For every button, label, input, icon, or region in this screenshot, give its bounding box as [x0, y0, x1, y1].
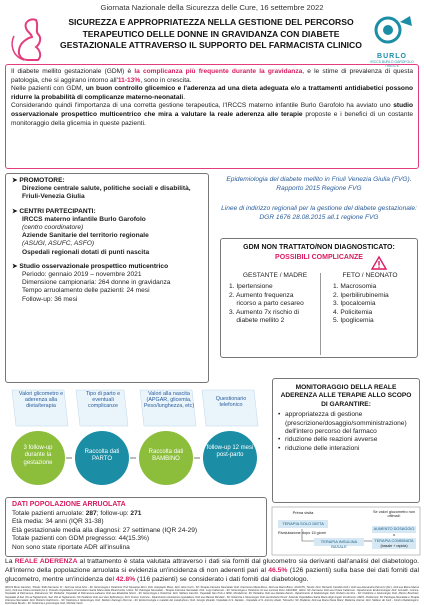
pregnant-woman-logo [6, 16, 56, 62]
flow-node-4-text: follow-up 12 mesi post-parto [206, 445, 254, 459]
burlo-logo-text: BURLO [377, 53, 407, 60]
population-total: Totale pazienti arruolate: 287; follow-up: 271 [12, 509, 142, 517]
list-item: 1. Ipertensione [229, 283, 273, 290]
flow-label-3-text: Valori alla nascita (APGAR, glicemia, Peso/lunghezza, etc) [143, 391, 195, 409]
population-age: Età media: 34 anni (IQR 31-38) [12, 518, 104, 526]
list-item: ricorso a parto cesareo [229, 300, 304, 308]
list-item: • riduzione delle interazioni [278, 445, 414, 453]
diag-stimati: Se valori glucometro non ottimali: [373, 510, 415, 518]
diag-or: o [392, 533, 396, 537]
centro-1: IRCCS materno infantile Burlo Garofolo [22, 215, 146, 223]
monitoring-list [278, 411, 414, 453]
conclusion-text: La REALE ADERENZA al trattamento è stata valutata attraverso i dati sia forniti dal glucometro sia derivanti dall'analisi del diabetologo. All'interno della popolazione arruolata si evidenzia un'incidenza di non aderenti pari al 46.5% (126 pazienti) sulla base dei dati forniti dal glucometro, mentre un'incidenza del 42.8% (116 pazienti) se considerato i dati forniti dal diabetologo. [5, 558, 419, 583]
study-info-box [5, 173, 209, 383]
intro-paragraph-1: Il diabete mellito gestazionale (GDM) è la complicanza più frequente durante la gravidanza, e le stime di prevalenza di questa patologia, che si aggirano intorno all'11-13%, sono in crescita. [11, 68, 413, 84]
gdm-baby-list [333, 283, 415, 326]
centro-2-note: (ASUGI, ASUFC, ASFO) [22, 240, 95, 248]
list-item: diabete mellito 2 [229, 317, 285, 325]
flow-label-4-text: Questionario telefonico [215, 396, 247, 408]
therapy-diagram [272, 507, 420, 555]
studio-periodo: Periodo: gennaio 2019 – novembre 2021 [22, 271, 142, 279]
flow-label-2-text: Tipo di parto e eventuali complicanze [85, 391, 121, 409]
population-adr: Non sono state riportate ADR all'insulina [12, 543, 130, 551]
intro-paragraph-2: Nelle pazienti con GDM, un buon controllo glicemico e l'aderenza ad una dieta adeguata e/o a trattamenti antidiabetici possono ridurre la probabilità di complicanze materno-neonatali. [11, 85, 413, 101]
title-line-3: GESTAZIONALE ATTRAVERSO IL SUPPORTO DEL FARMACISTA CLINICO [60, 40, 362, 50]
flow-node-2-text: Raccolta dati PARTO [84, 449, 120, 463]
reference-1: Epidemiologia del diabete mellito in Friuli Venezia Giulia (FVG). Rapporto 2015 Regione FVG [226, 176, 412, 192]
studio-campione: Dimensione campionaria: 264 donne in gravidanza [22, 279, 171, 287]
intro-box [5, 64, 419, 169]
flow-label-1-text: Valori glicometro e aderenza alla dieta/terapia [18, 391, 64, 409]
list-item: 3. Aumento 7x rischio di [229, 308, 300, 316]
intro-paragraph-3: Considerando quindi l'importanza di una corretta gestione terapeutica, l'IRCCS materno infantile Burlo Garofolo ha avviato uno studio osservazionale prospettico multicentrico che mira a valutare la reale aderenza alle terapie proposte e i benefici di un costante monitoraggio della glicemia in queste pazienti. [11, 102, 413, 127]
footer-credits: IRCCS Burlo Garofolo, Trieste: SSD Farmacia: FI - Dott.ssa Anna Arbo - SC Ginecologia e Ostetricia: Prof Giuseppe Ricci, Dott. Gianpaolo Maso, Dott. Alice Conti - SC Terapia Intensiva Neonatale: Dott. Francesco Maria Risso, Dott.ssa Marta Bisco; ASUGTS, Trieste: Dott. Riccardo Candido Dott.I, Dott.ssa Alessandra Petrucco (Dir.), Dott.ssa Elena Manca (Ist.I), Dott.ssa Chiara Gottardi (Ist.I). Presidio Ospedaliero Universitario Santa Maria della Misericordia, Udine: SC Patologia Neonatale - Terapia Intensiva Neonatale: Dott. Luigi Cattarossi - SC Ginecologia e Ostetricia: Dr.ssa Lorenza Driul. ASUFIDD, Udine: SC Farmacia: Dott.ssa Chiara Cattarossi - Dipartimento Endocrinologia: Dott. Grimaldi - Franca. Ospedale di Palmanova, Palmanova: SC Pediatria: Ospedale di Palmanova-Latisana: Dott.ssa Elisabetta Moret - SC Ginecologia e Ostetricia: Dott. Stefano Facchin. Ospedale San Polo e 8DSI, Monfalcone: SC Pediatria: Dott.ssa Daniela Zanoli - Dipartimento di Diabetologia: Dott. Roberto da Ros - SC Ostetricia e Ginecologia: Dott. Pierino Boschian. Ospedale di San Vito al Tagliamento, San Vito al Tagliamento: SC Pediatria: Dott.ssa Vera Spilimbergo; Dott. Franco Colonna - Dipartimento Assistenza ospedaliera: Dott.ssa Manola Micoletti - SC Ostetricia e Ginecologia: Dott.ssa Roberta Piuzzi. Azienda Ospedaliera Santa Maria degli Angeli, Pordenone: ASFO, Pordenone: SC Patologia Neonatale e Terapia Intensiva Neonatale: Dott. Roberto Dall'Amico - SC Ostetricia e Ginecologia: Dott. Stefano Fanzago Perrone - SC Endocrinologia e malattie del metabolismo: Dott. Giorgio Zanette. Ospedale di S. Daniele - Ospedale di S. Antonio Abate, Tolmezzo: SC Pediatria: Dott.ssa Maria Paola Miani; Medicina interna: Dott. Stefano de Carli - Centro Diabetologico: Dott.Paola Bordin - SC Ostetricia e ginecologia: Dott. Michele Vanin [5, 586, 419, 605]
list-item: • riduzione delle reazioni avverse [278, 436, 414, 444]
study-flow [4, 388, 266, 500]
list-item: 1. Macrosomia [333, 283, 377, 290]
poster-title [60, 17, 362, 52]
gdm-title: GDM NON TRATTATO/NON DIAGNOSTICATO: [243, 244, 395, 251]
monitoring-title: MONITORAGGIO DELLA REALE ADERENZA ALLE TERAPIE ALLO SCOPO DI GARANTIRE: [280, 384, 412, 408]
population-box [5, 497, 267, 557]
gdm-mother-heading: GESTANTE / MADRE [242, 272, 308, 279]
list-item: 5. Ipoglicemia [333, 317, 374, 325]
dateline: Giornata Nazionale della Sicurezza delle Cure, 16 settembre 2022 [100, 3, 324, 12]
promotore-heading: ➤ PROMOTORE: [12, 177, 65, 184]
gdm-subtitle: POSSIBILI COMPLICANZE [275, 254, 363, 261]
centro-2: Aziende Sanitarie del territorio regionale [22, 232, 149, 240]
warning-icon [371, 256, 387, 270]
promotore-value: Direzione centrale salute, politiche sociali e disabilità, Friuli-Venezia Giulia [22, 185, 191, 201]
list-item: 3. Ipocalcemia [333, 300, 376, 308]
burlo-logo [366, 12, 418, 70]
population-title: DATI POPOLAZIONE ARRUOLATA [12, 501, 126, 508]
studio-arruolamento: Tempo arruolamento delle pazienti: 24 mesi [22, 287, 150, 295]
population-gdm: Totale pazienti con GDM pregresso: 44(15.3%) [12, 535, 150, 543]
list-item: 2. Aumento frequenza [229, 291, 294, 299]
list-item: 2. Iperbilirubinemia [333, 291, 389, 299]
centro-1-note: (centro coordinatore) [22, 224, 84, 232]
title-line-2: TERAPEUTICO DELLE DONNE IN GRAVIDANZA CON DIABETE [82, 28, 340, 39]
population-gest-age: Età gestazionale media alla diagnosi: 27 settimane (IQR 24-29) [12, 526, 198, 534]
diag-aumento: AUMENTO DOSAGGIO [373, 527, 415, 531]
studio-heading: ➤ Studio osservazionale prospettico muticentrico [12, 262, 169, 270]
reference-2: Linee di indirizzo regionali per la gestione del diabete gestazionale: DGR 1676 28.08.2015 all.1 regione FVG [221, 205, 417, 221]
monitoring-box [272, 378, 420, 503]
list-item: 4. Policitemia [333, 308, 373, 316]
diag-rivalutazione: Rivalutazione dopo 15 giorni [278, 531, 326, 535]
centro-3: Ospedali regionali dotati di punti nascita [22, 248, 150, 256]
diag-insulina: TERAPIA INSULINA BASALE [320, 539, 358, 549]
burlo-logo-sub: IRCCS BURLO GAROFOLO TRIESTE [370, 60, 414, 68]
diag-dieta: TERAPIA SOLO DIETA [282, 521, 324, 526]
flow-node-1-text: 3 follow-up durante la gestazione [23, 445, 53, 466]
centri-heading: ➤ CENTRI PARTECIPANTI: [12, 207, 96, 215]
flow-node-3-text: Raccolta dati BAMBINO [148, 449, 184, 463]
burlo-mark-icon [366, 12, 418, 48]
gdm-baby-heading: FETO / NEONATO [342, 272, 398, 279]
gdm-complications-box [220, 238, 418, 358]
studio-followup: Follow-up: 36 mesi [22, 295, 78, 303]
diag-combinata: TERAPIA COMBINATA [374, 539, 414, 543]
list-item: • appropriatezza di gestione (prescrizione/dosaggio/somministrazione) dell'intero percorso del farmaco [278, 411, 414, 436]
title-line-1: SICUREZZA E APPROPRIATEZZA NELLA GESTIONE DEL PERCORSO [68, 17, 354, 27]
gdm-mother-list [229, 283, 321, 326]
diag-prima: Prima visita [292, 510, 314, 515]
diag-combinata-sub: (basale + rapida) [380, 544, 408, 548]
